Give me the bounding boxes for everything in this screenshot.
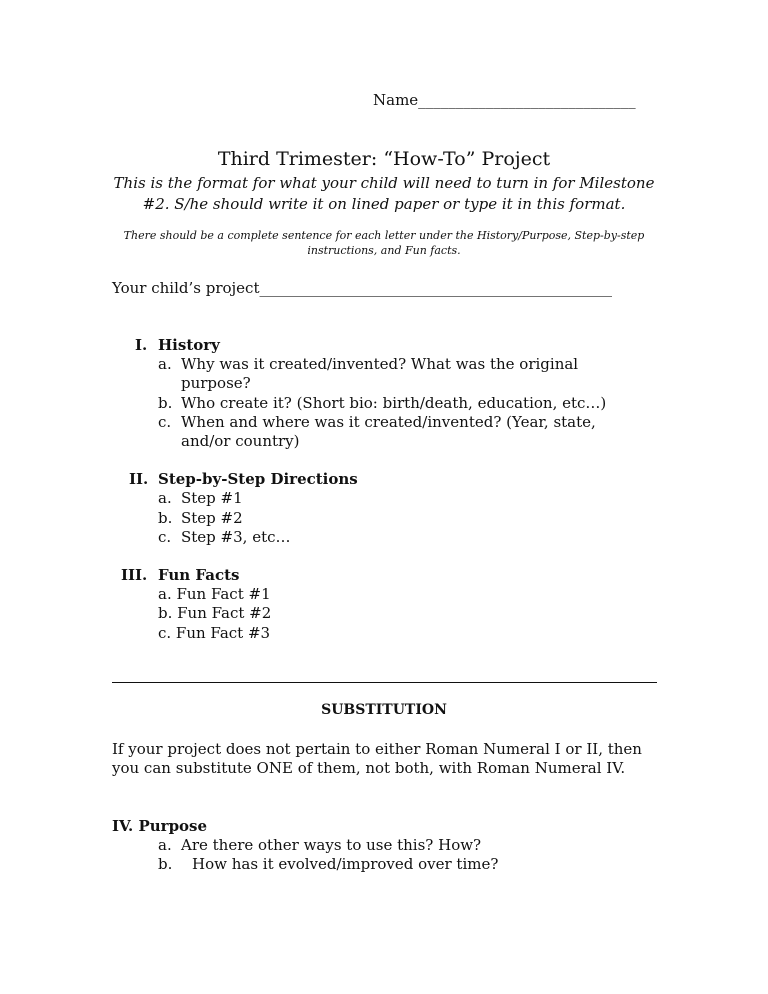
purpose-item-b-letter: b. [158,855,173,873]
purpose-item-a-letter: a. [158,836,172,854]
section-3-item-a: a. Fun Fact #1 [158,585,271,603]
section-3-item-c: c. Fun Fact #3 [158,624,271,642]
sentence-note: There should be a complete sentence for each letter under the History/Purpose, Step-by-step instructions, and Fun facts. [123,229,645,257]
section-1-item-c-letter: c. [158,413,172,431]
section-1-item-c-text-cont: and/or country) [181,432,300,450]
section-2-item-c-text: Step #3, etc… [181,528,291,546]
substitution-paragraph: If your project does not pertain to either Roman Numeral I or II, then you can substitute ONE of them, not both, with Roman Numeral IV. [112,740,642,777]
instructions: This is the format for what your child will need to turn in for Milestone #2. S/he should write it on lined paper or type it in this format. [113,174,655,213]
page-title: Third Trimester: “How-To” Project [217,148,551,170]
purpose-heading: IV. Purpose [112,817,208,835]
section-1-item-c-text: When and where was it created/invented? (Year, state, [181,413,596,431]
child-project-line: Your child’s project_______________________________________________ [112,279,612,297]
section-3-item-b: b. Fun Fact #2 [158,604,272,622]
section-3-heading: Fun Facts [158,566,240,584]
divider-line [112,682,657,683]
section-1-item-b-letter: b. [158,394,173,412]
section-1-heading: History [158,336,220,354]
section-3-numeral: III. [121,566,148,584]
purpose-item-b-text: How has it evolved/improved over time? [192,855,499,873]
section-2-item-a-text: Step #1 [181,489,243,507]
section-1-item-a-text-cont: purpose? [181,374,251,392]
purpose-item-a-text: Are there other ways to use this? How? [181,836,482,854]
section-2-numeral: II. [129,470,149,488]
section-2-item-c-letter: c. [158,528,172,546]
section-2-heading: Step-by-Step Directions [158,470,358,488]
name-line: Name_____________________________ [373,91,636,109]
section-1-item-a-letter: a. [158,355,172,373]
section-1-item-b-text: Who create it? (Short bio: birth/death, education, etc…) [181,394,607,412]
section-1-numeral: I. [135,336,148,354]
section-2-item-a-letter: a. [158,489,172,507]
section-2-item-b-letter: b. [158,509,173,527]
substitution-heading: SUBSTITUTION [321,702,447,718]
section-1-item-a-text: Why was it created/invented? What was the original [181,355,579,373]
section-2-item-b-text: Step #2 [181,509,243,527]
